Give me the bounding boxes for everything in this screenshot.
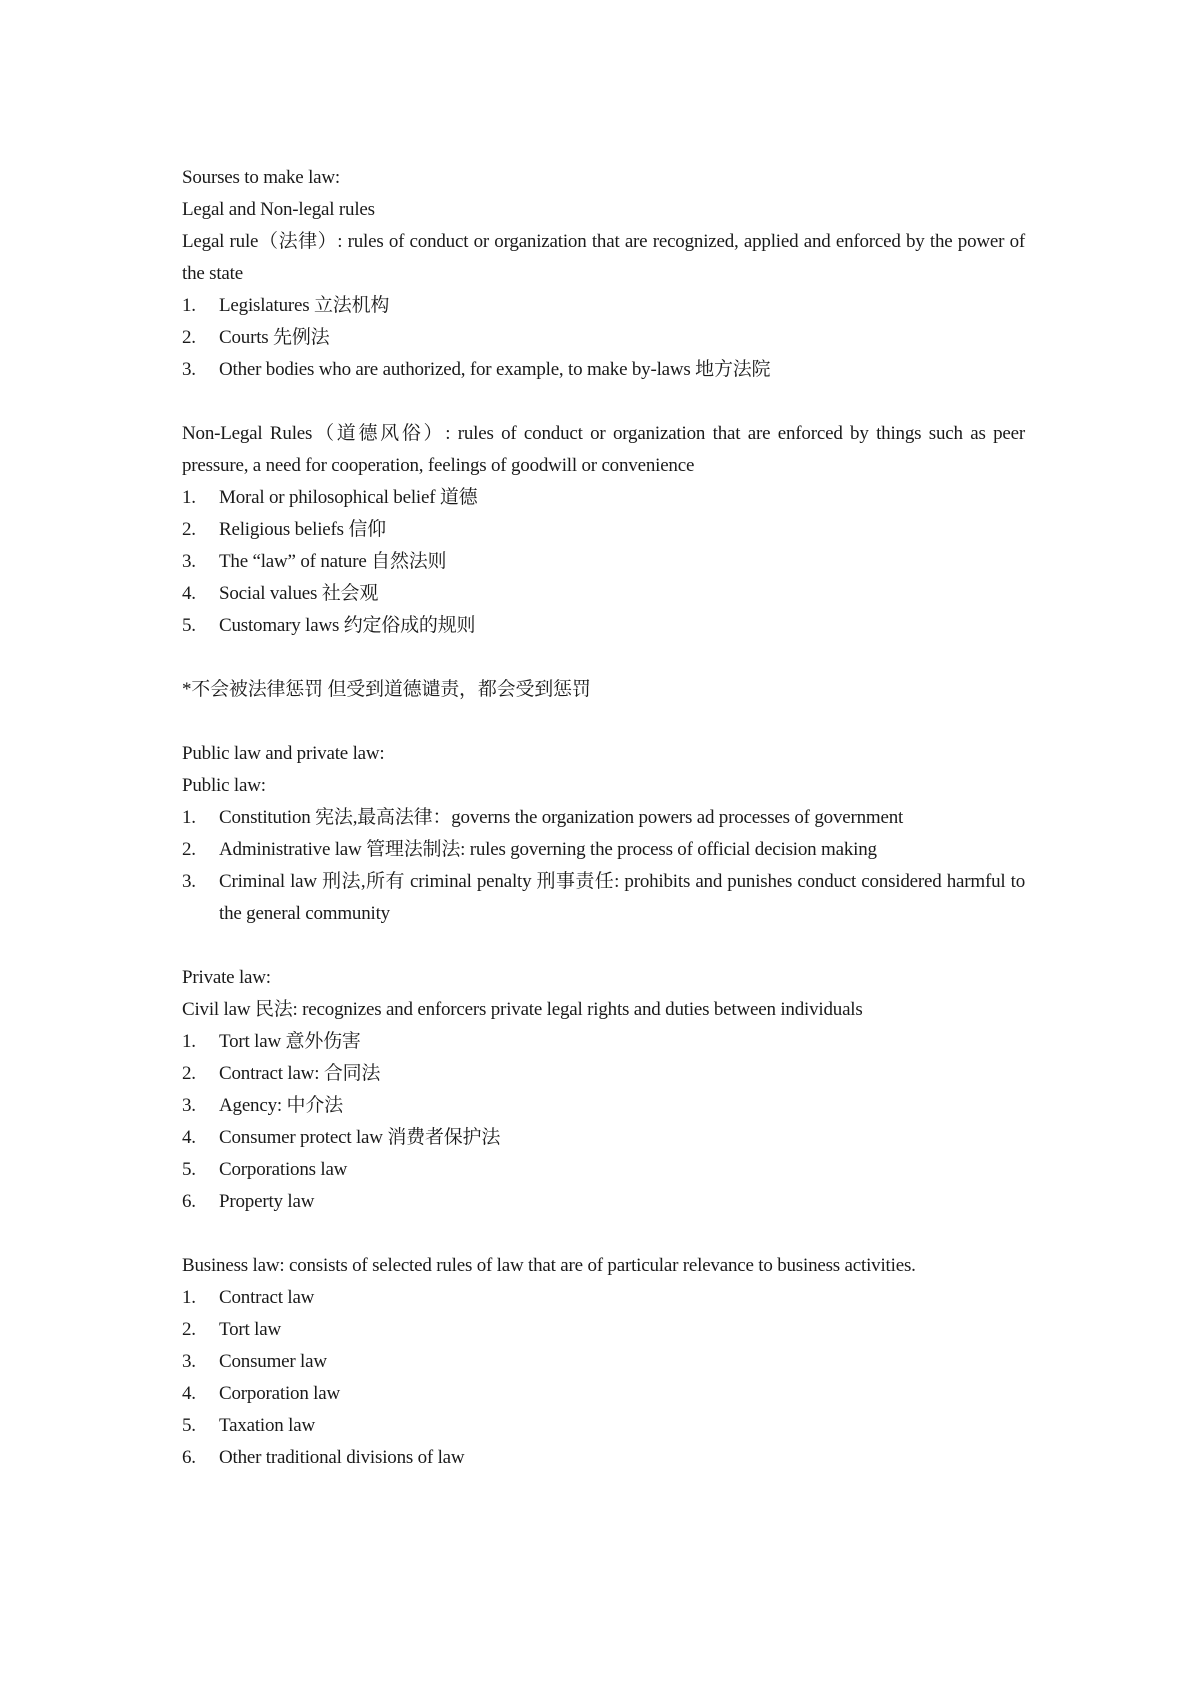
- list-item: [182, 1282, 1025, 1314]
- list-text: Customary laws 约定俗成的规则: [219, 615, 476, 636]
- list-item: [182, 1378, 1025, 1410]
- blank-line: [182, 642, 1025, 674]
- list-item: [182, 322, 1025, 354]
- list-text: Consumer protect law 消费者保护法: [219, 1127, 501, 1148]
- list-item: [182, 1122, 1025, 1154]
- list-number: 3.: [182, 1095, 196, 1116]
- list-text: Other traditional divisions of law: [219, 1447, 465, 1468]
- nonlegal-rule-list: [182, 482, 1025, 642]
- list-text: Moral or philosophical belief 道德: [219, 487, 478, 508]
- list-text: Religious beliefs 信仰: [219, 519, 386, 540]
- legal-rule-definition: Legal rule（法律）: rules of conduct or organization that are recognized, applied and enforced by the power of the state: [182, 231, 1025, 284]
- list-item: [182, 834, 1025, 866]
- private-law-heading: Private law:: [182, 967, 271, 988]
- blank-line: [182, 930, 1025, 962]
- list-text: Corporation law: [219, 1383, 341, 1404]
- business-law-definition: Business law: consists of selected rules of law that are of particular relevance to business activities.: [182, 1255, 916, 1276]
- list-text: Administrative law 管理法制法: rules governing the process of official decision making: [219, 839, 877, 860]
- list-text: Corporations law: [219, 1159, 348, 1180]
- list-number: 2.: [182, 1063, 196, 1084]
- document-body: [182, 162, 1025, 1474]
- list-item: [182, 1058, 1025, 1090]
- list-number: 6.: [182, 1191, 196, 1212]
- list-text: Criminal law 刑法,所有 criminal penalty 刑事责任: prohibits and punishes conduct considered harmful to the general community: [219, 871, 1025, 924]
- sources-heading: Sourses to make law:: [182, 167, 341, 188]
- list-text: Property law: [219, 1191, 315, 1212]
- list-text: Social values 社会观: [219, 583, 379, 604]
- list-number: 1.: [182, 807, 196, 828]
- list-text: Constitution 宪法,最高法律：governs the organization powers ad processes of government: [219, 807, 904, 828]
- public-law-heading: Public law:: [182, 775, 266, 796]
- list-number: 5.: [182, 1159, 196, 1180]
- list-text: Agency: 中介法: [219, 1095, 343, 1116]
- list-number: 2.: [182, 1319, 196, 1340]
- list-number: 6.: [182, 1447, 196, 1468]
- list-number: 3.: [182, 551, 196, 572]
- list-number: 1.: [182, 1287, 196, 1308]
- list-text: Other bodies who are authorized, for example, to make by-laws 地方法院: [219, 359, 771, 380]
- list-number: 3.: [182, 359, 196, 380]
- list-number: 3.: [182, 1351, 196, 1372]
- list-number: 5.: [182, 1415, 196, 1436]
- list-text: Taxation law: [219, 1415, 315, 1436]
- list-number: 1.: [182, 295, 196, 316]
- business-law-list: [182, 1282, 1025, 1474]
- list-item: [182, 482, 1025, 514]
- list-text: Tort law: [219, 1319, 281, 1340]
- list-item: [182, 1090, 1025, 1122]
- legal-rule-list: [182, 290, 1025, 386]
- public-private-heading: Public law and private law:: [182, 743, 385, 764]
- list-item: [182, 1186, 1025, 1218]
- blank-line: [182, 1218, 1025, 1250]
- list-number: 4.: [182, 583, 196, 604]
- list-item: [182, 546, 1025, 578]
- list-item: [182, 1346, 1025, 1378]
- list-item: [182, 610, 1025, 642]
- blank-line: [182, 706, 1025, 738]
- list-item: [182, 1442, 1025, 1474]
- sources-subheading: Legal and Non-legal rules: [182, 199, 375, 220]
- list-text: Contract law: 合同法: [219, 1063, 381, 1084]
- list-item: [182, 1154, 1025, 1186]
- list-item: [182, 1410, 1025, 1442]
- list-number: 2.: [182, 839, 196, 860]
- list-item: [182, 514, 1025, 546]
- list-number: 2.: [182, 327, 196, 348]
- list-item: [182, 1026, 1025, 1058]
- list-number: 5.: [182, 615, 196, 636]
- list-number: 1.: [182, 1031, 196, 1052]
- list-item: [182, 1314, 1025, 1346]
- list-number: 4.: [182, 1383, 196, 1404]
- list-number: 4.: [182, 1127, 196, 1148]
- public-law-list: [182, 802, 1025, 930]
- list-number: 3.: [182, 871, 196, 892]
- list-item: [182, 866, 1025, 930]
- punishment-note: *不会被法律惩罚 但受到道德谴责，都会受到惩罚: [182, 679, 591, 700]
- list-item: [182, 802, 1025, 834]
- list-text: The “law” of nature 自然法则: [219, 551, 447, 572]
- list-text: Courts 先例法: [219, 327, 330, 348]
- nonlegal-rule-definition: Non-Legal Rules（道德风俗）: rules of conduct or organization that are enforced by things such as peer pressure, a need for cooperation, feelings of goodwill or convenience: [182, 423, 1025, 476]
- list-number: 1.: [182, 487, 196, 508]
- list-item: [182, 290, 1025, 322]
- list-text: Contract law: [219, 1287, 315, 1308]
- list-item: [182, 354, 1025, 386]
- list-number: 2.: [182, 519, 196, 540]
- list-text: Tort law 意外伤害: [219, 1031, 361, 1052]
- list-text: Legislatures 立法机构: [219, 295, 390, 316]
- list-item: [182, 578, 1025, 610]
- private-law-list: [182, 1026, 1025, 1218]
- civil-law-definition: Civil law 民法: recognizes and enforcers private legal rights and duties between individuals: [182, 999, 863, 1020]
- list-text: Consumer law: [219, 1351, 327, 1372]
- blank-line: [182, 386, 1025, 418]
